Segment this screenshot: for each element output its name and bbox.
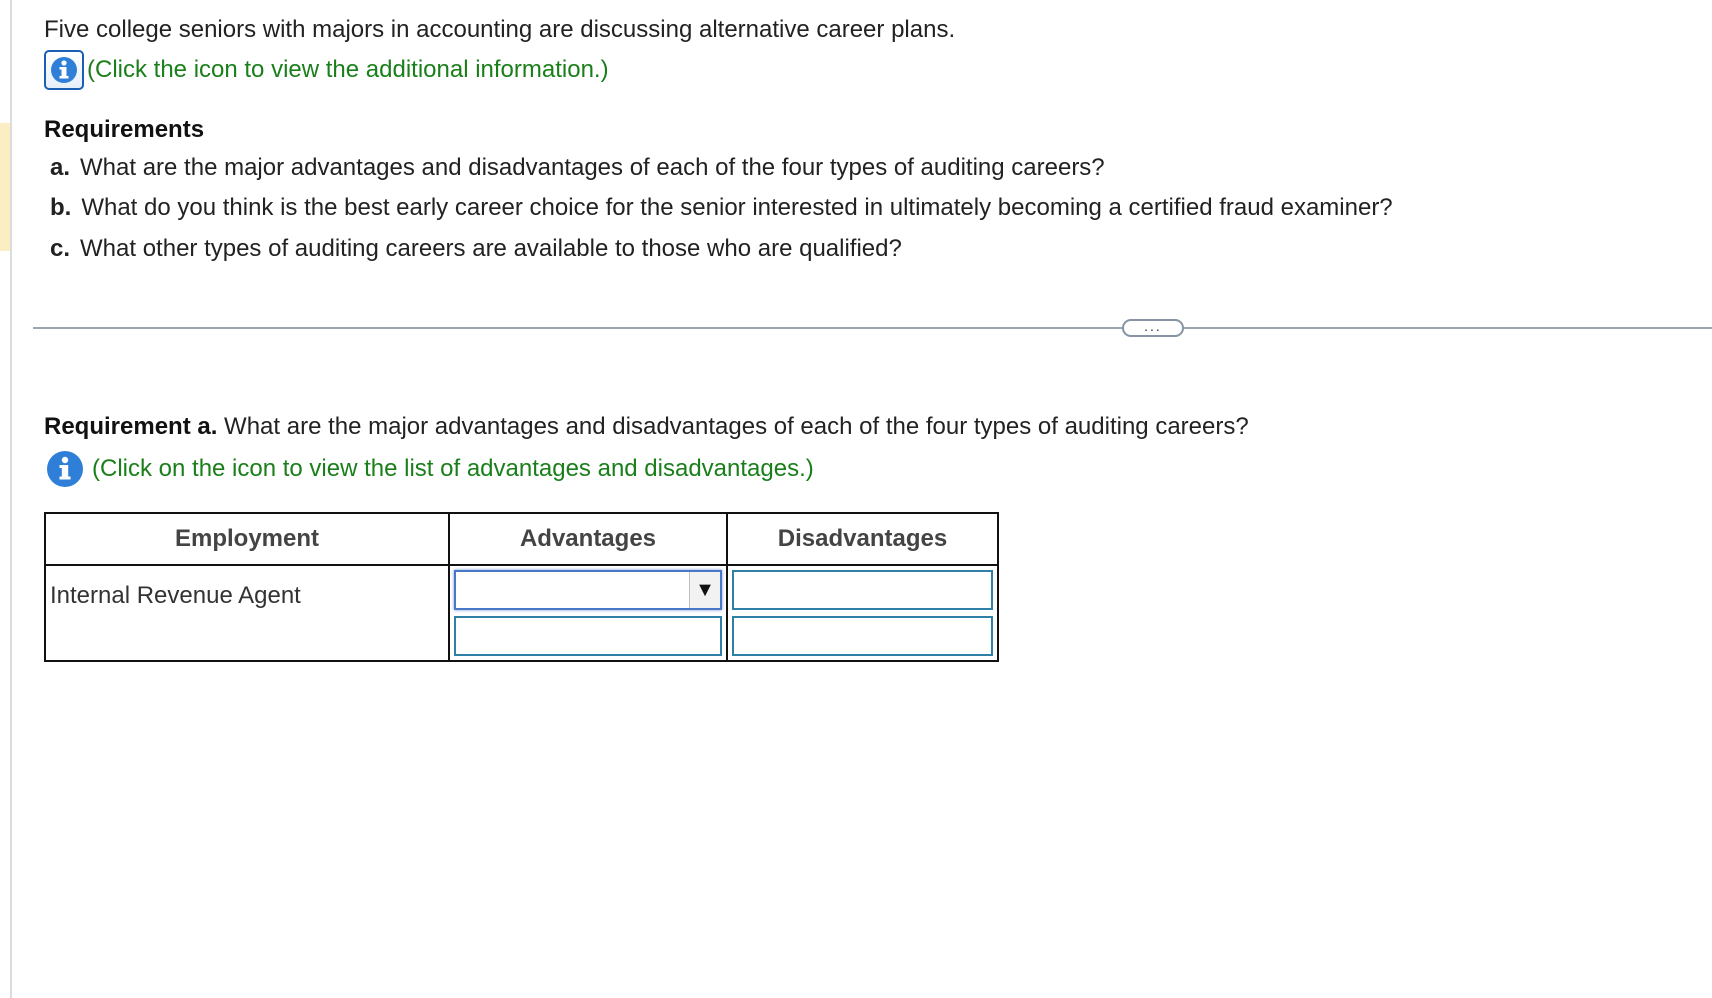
left-accent-bar — [0, 123, 10, 251]
employment-header: Employment — [45, 513, 449, 565]
requirement-item-c — [50, 235, 902, 263]
table-header-row — [45, 513, 998, 565]
disadvantages-header: Disadvantages — [727, 513, 998, 565]
requirement-a-text: What are the major advantages and disadvantages of each of the four types of auditing careers? — [217, 413, 1249, 440]
intro-text: Five college seniors with majors in accounting are discussing alternative career plans. — [44, 16, 956, 43]
requirement-letter: a. — [50, 154, 71, 181]
info-circle-icon[interactable] — [46, 450, 84, 488]
requirement-a-question — [44, 413, 1249, 441]
expand-button[interactable] — [1122, 319, 1184, 337]
advantages-header: Advantages — [449, 513, 727, 565]
requirement-letter: b. — [50, 194, 72, 221]
employment-label: Internal Revenue Agent — [50, 582, 301, 609]
advantages-input-2[interactable] — [454, 616, 722, 656]
requirement-text: What are the major advantages and disadvantages of each of the four types of auditing careers? — [80, 154, 1105, 181]
career-table — [44, 512, 999, 662]
advantages-info-link[interactable]: (Click on the icon to view the list of advantages and disadvantages.) — [92, 455, 814, 482]
dropdown-selected-value — [456, 572, 689, 608]
requirement-a-label: Requirement a. — [44, 413, 218, 440]
employment-cell — [45, 565, 449, 661]
advantages-dropdown[interactable] — [454, 570, 722, 610]
advantages-cell — [449, 565, 727, 661]
requirement-text: What do you think is the best early career choice for the senior interested in ultimately becoming a certified fraud examiner? — [81, 194, 1393, 221]
disadvantages-inputs — [728, 566, 997, 660]
disadvantages-cell — [727, 565, 998, 661]
table-row — [45, 565, 998, 661]
disadvantages-input-1[interactable] — [732, 570, 993, 610]
advantages-info-row — [46, 450, 814, 488]
requirement-item-b — [50, 194, 1393, 222]
additional-info-row — [44, 50, 609, 90]
requirement-item-a — [50, 154, 1105, 182]
requirement-text: What other types of auditing careers are available to those who are qualified? — [80, 235, 902, 262]
requirements-heading: Requirements — [44, 116, 205, 143]
section-divider — [33, 327, 1712, 329]
advantages-inputs — [450, 566, 726, 660]
requirement-letter: c. — [50, 235, 71, 262]
additional-info-link[interactable]: (Click the icon to view the additional information.) — [87, 56, 609, 83]
ellipsis-label: ... — [1144, 318, 1162, 334]
left-border — [10, 0, 12, 998]
info-icon[interactable] — [44, 50, 84, 90]
dropdown-arrow-icon[interactable]: ▼ — [689, 572, 720, 608]
disadvantages-input-2[interactable] — [732, 616, 993, 656]
